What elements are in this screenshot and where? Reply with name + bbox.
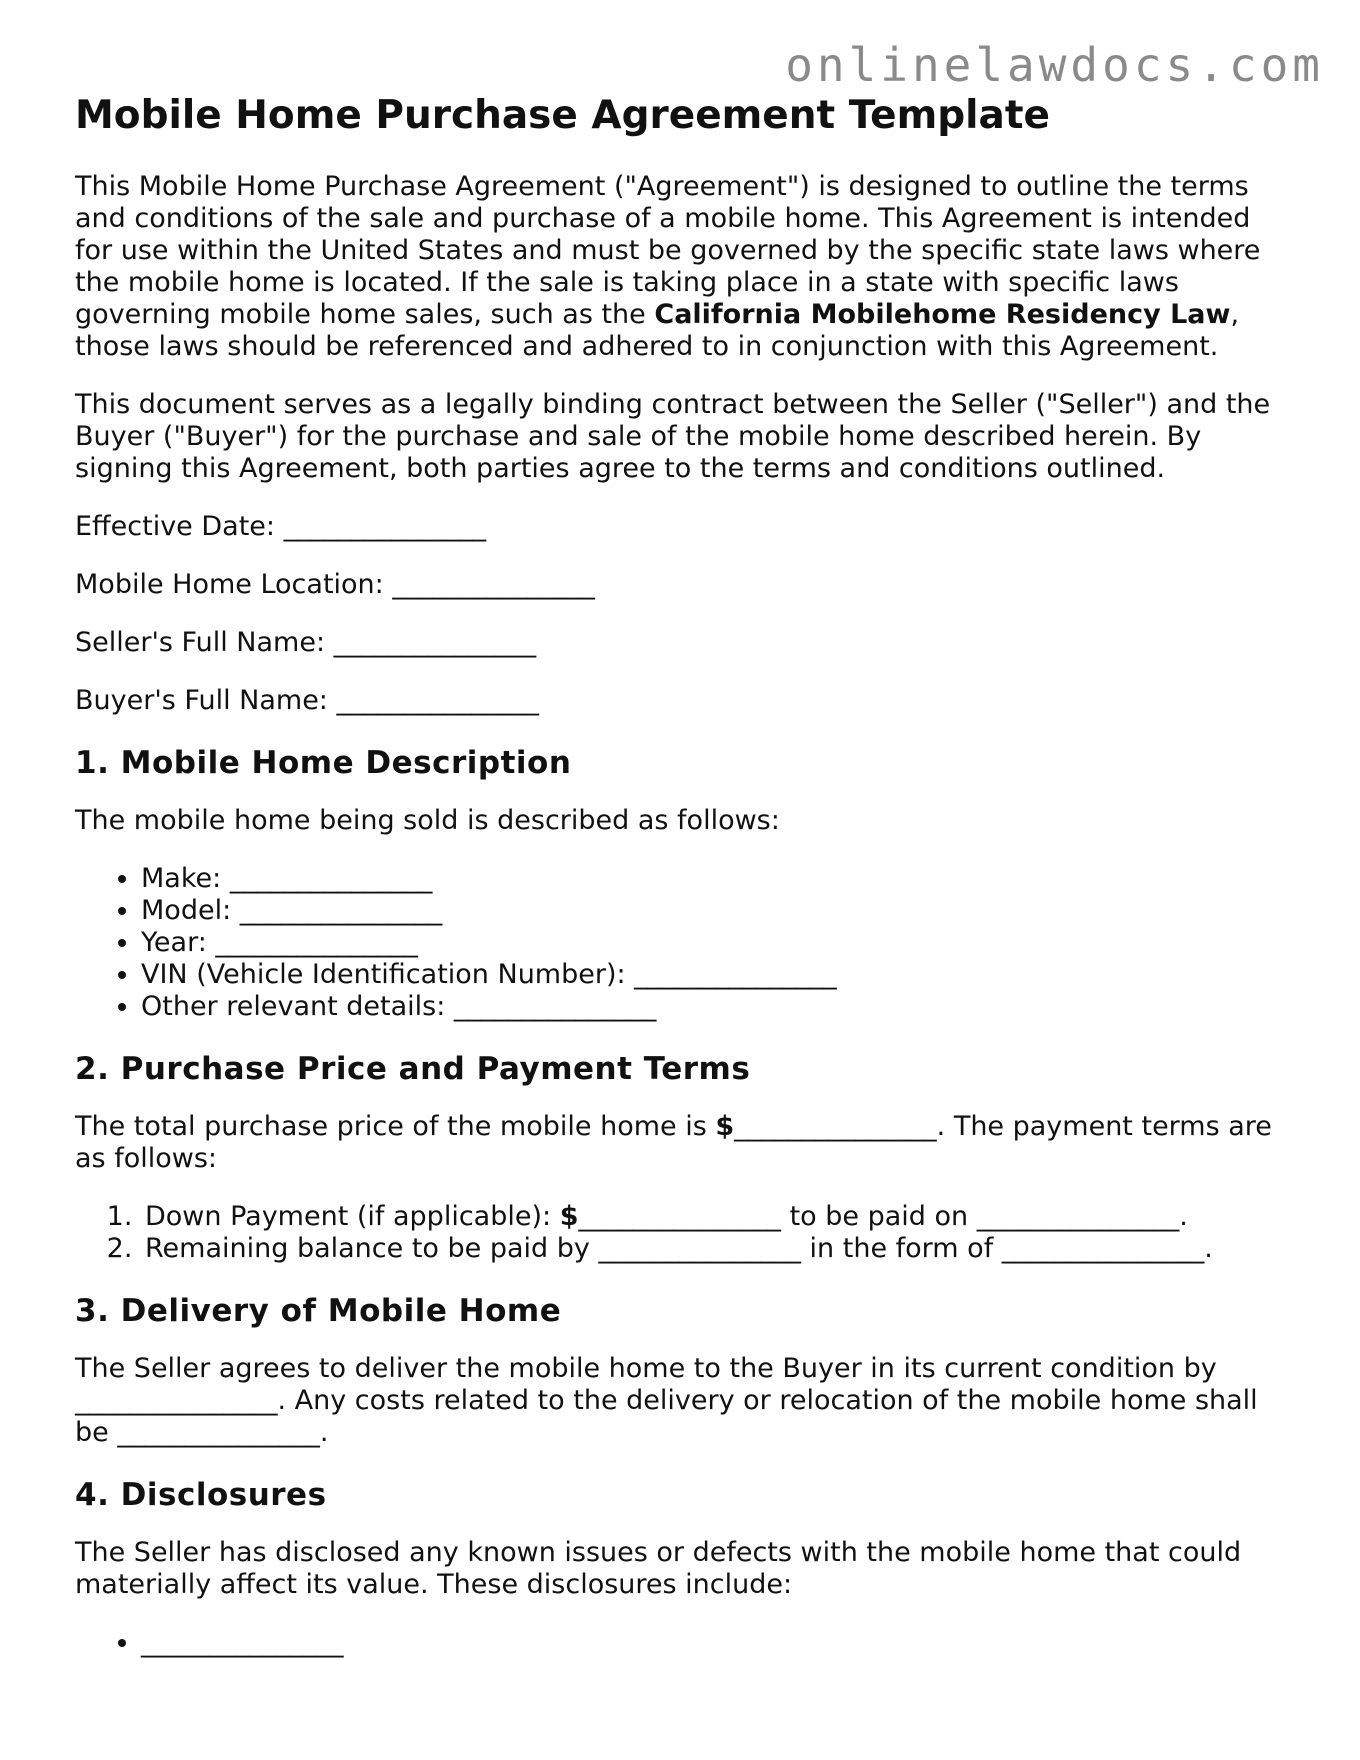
intro-paragraph-2: This document serves as a legally binding contract between the Seller ("Seller") and the Buyer ("Buyer") for the purchase and sale of the mobile home described herein. By signing this Agreement, both parties agree to the terms and conditions outlined. xyxy=(75,389,1271,484)
watermark: onlinelawdocs.com xyxy=(785,38,1324,92)
effective-date-field: Effective Date: _______________ xyxy=(75,511,487,542)
law-reference: California Mobilehome Residency Law xyxy=(654,299,1231,330)
section-4-heading: 4. Disclosures xyxy=(75,1477,327,1513)
section-3-text: The Seller agrees to deliver the mobile home to the Buyer in its current condition by _______________. Any costs related to the delivery or relocation of the mobile home shall be _______________. xyxy=(75,1353,1258,1448)
blank-line[interactable]: _______________ xyxy=(634,959,837,990)
blank-line[interactable]: _______________ xyxy=(141,1627,344,1658)
section-1-text: The mobile home being sold is described as follows: xyxy=(75,805,780,836)
blank-line[interactable]: _______________ xyxy=(392,569,595,600)
blank-line[interactable]: _______________ xyxy=(453,991,657,1022)
list-item: • VIN (Vehicle Identification Number): _______________ xyxy=(141,959,1285,991)
seller-name-field: Seller's Full Name: _______________ xyxy=(75,627,537,658)
blank-line[interactable]: _______________ xyxy=(239,895,443,926)
description-list xyxy=(75,863,1285,1023)
list-item: • Model: _______________ xyxy=(141,895,1285,927)
disclosures-list xyxy=(75,1627,1285,1659)
list-item: • Make: _______________ xyxy=(141,863,1285,895)
section-4-text: The Seller has disclosed any known issues or defects with the mobile home that could materially affect its value. These disclosures include: xyxy=(75,1537,1242,1600)
buyer-name-field: Buyer's Full Name: _______________ xyxy=(75,685,539,716)
blank-line[interactable]: _______________ xyxy=(333,627,537,658)
intro-paragraph-1: This Mobile Home Purchase Agreement ("Agreement") is designed to outline the terms and conditions of the sale and purchase of a mobile home. This Agreement is intended for use within the United States and must be governed by the specific state laws where the mobile home is located. If the sale is taking place in a state with specific laws governing mobile home sales, such as the California Mobilehome Residency Law, those laws should be referenced and adhered to in conjunction with this Agreement. xyxy=(75,171,1261,362)
blank-line[interactable]: _______________ xyxy=(75,1385,278,1416)
list-item: 1. Down Payment (if applicable): $_______________ to be paid on _______________. xyxy=(141,1201,1285,1233)
page-title: Mobile Home Purchase Agreement Template xyxy=(75,93,1050,138)
document-page xyxy=(75,92,1285,1685)
section-1-heading: 1. Mobile Home Description xyxy=(75,745,572,781)
blank-line[interactable]: _______________ xyxy=(229,863,433,894)
blank-line[interactable]: _______________ xyxy=(598,1233,801,1264)
blank-line[interactable]: _______________ xyxy=(734,1111,937,1142)
list-item: • Year: _______________ xyxy=(141,927,1285,959)
list-item: • Other relevant details: _______________ xyxy=(141,991,1285,1023)
location-field: Mobile Home Location: _______________ xyxy=(75,569,595,600)
list-item xyxy=(141,1627,1285,1659)
blank-line[interactable]: _______________ xyxy=(117,1417,320,1448)
blank-line[interactable]: _______________ xyxy=(283,511,487,542)
blank-line[interactable]: _______________ xyxy=(215,927,418,958)
section-2-heading: 2. Purchase Price and Payment Terms xyxy=(75,1051,751,1087)
blank-line[interactable]: _______________ xyxy=(976,1201,1180,1232)
section-3-heading: 3. Delivery of Mobile Home xyxy=(75,1293,562,1329)
blank-line[interactable]: _______________ xyxy=(1001,1233,1205,1264)
section-2-text: The total purchase price of the mobile home is $_______________. The payment terms are as follows: xyxy=(75,1111,1272,1174)
list-item: 2. Remaining balance to be paid by _______________ in the form of _______________. xyxy=(141,1233,1285,1265)
payment-terms-list xyxy=(75,1201,1285,1265)
blank-line[interactable]: _______________ xyxy=(578,1201,781,1232)
blank-line[interactable]: _______________ xyxy=(336,685,539,716)
